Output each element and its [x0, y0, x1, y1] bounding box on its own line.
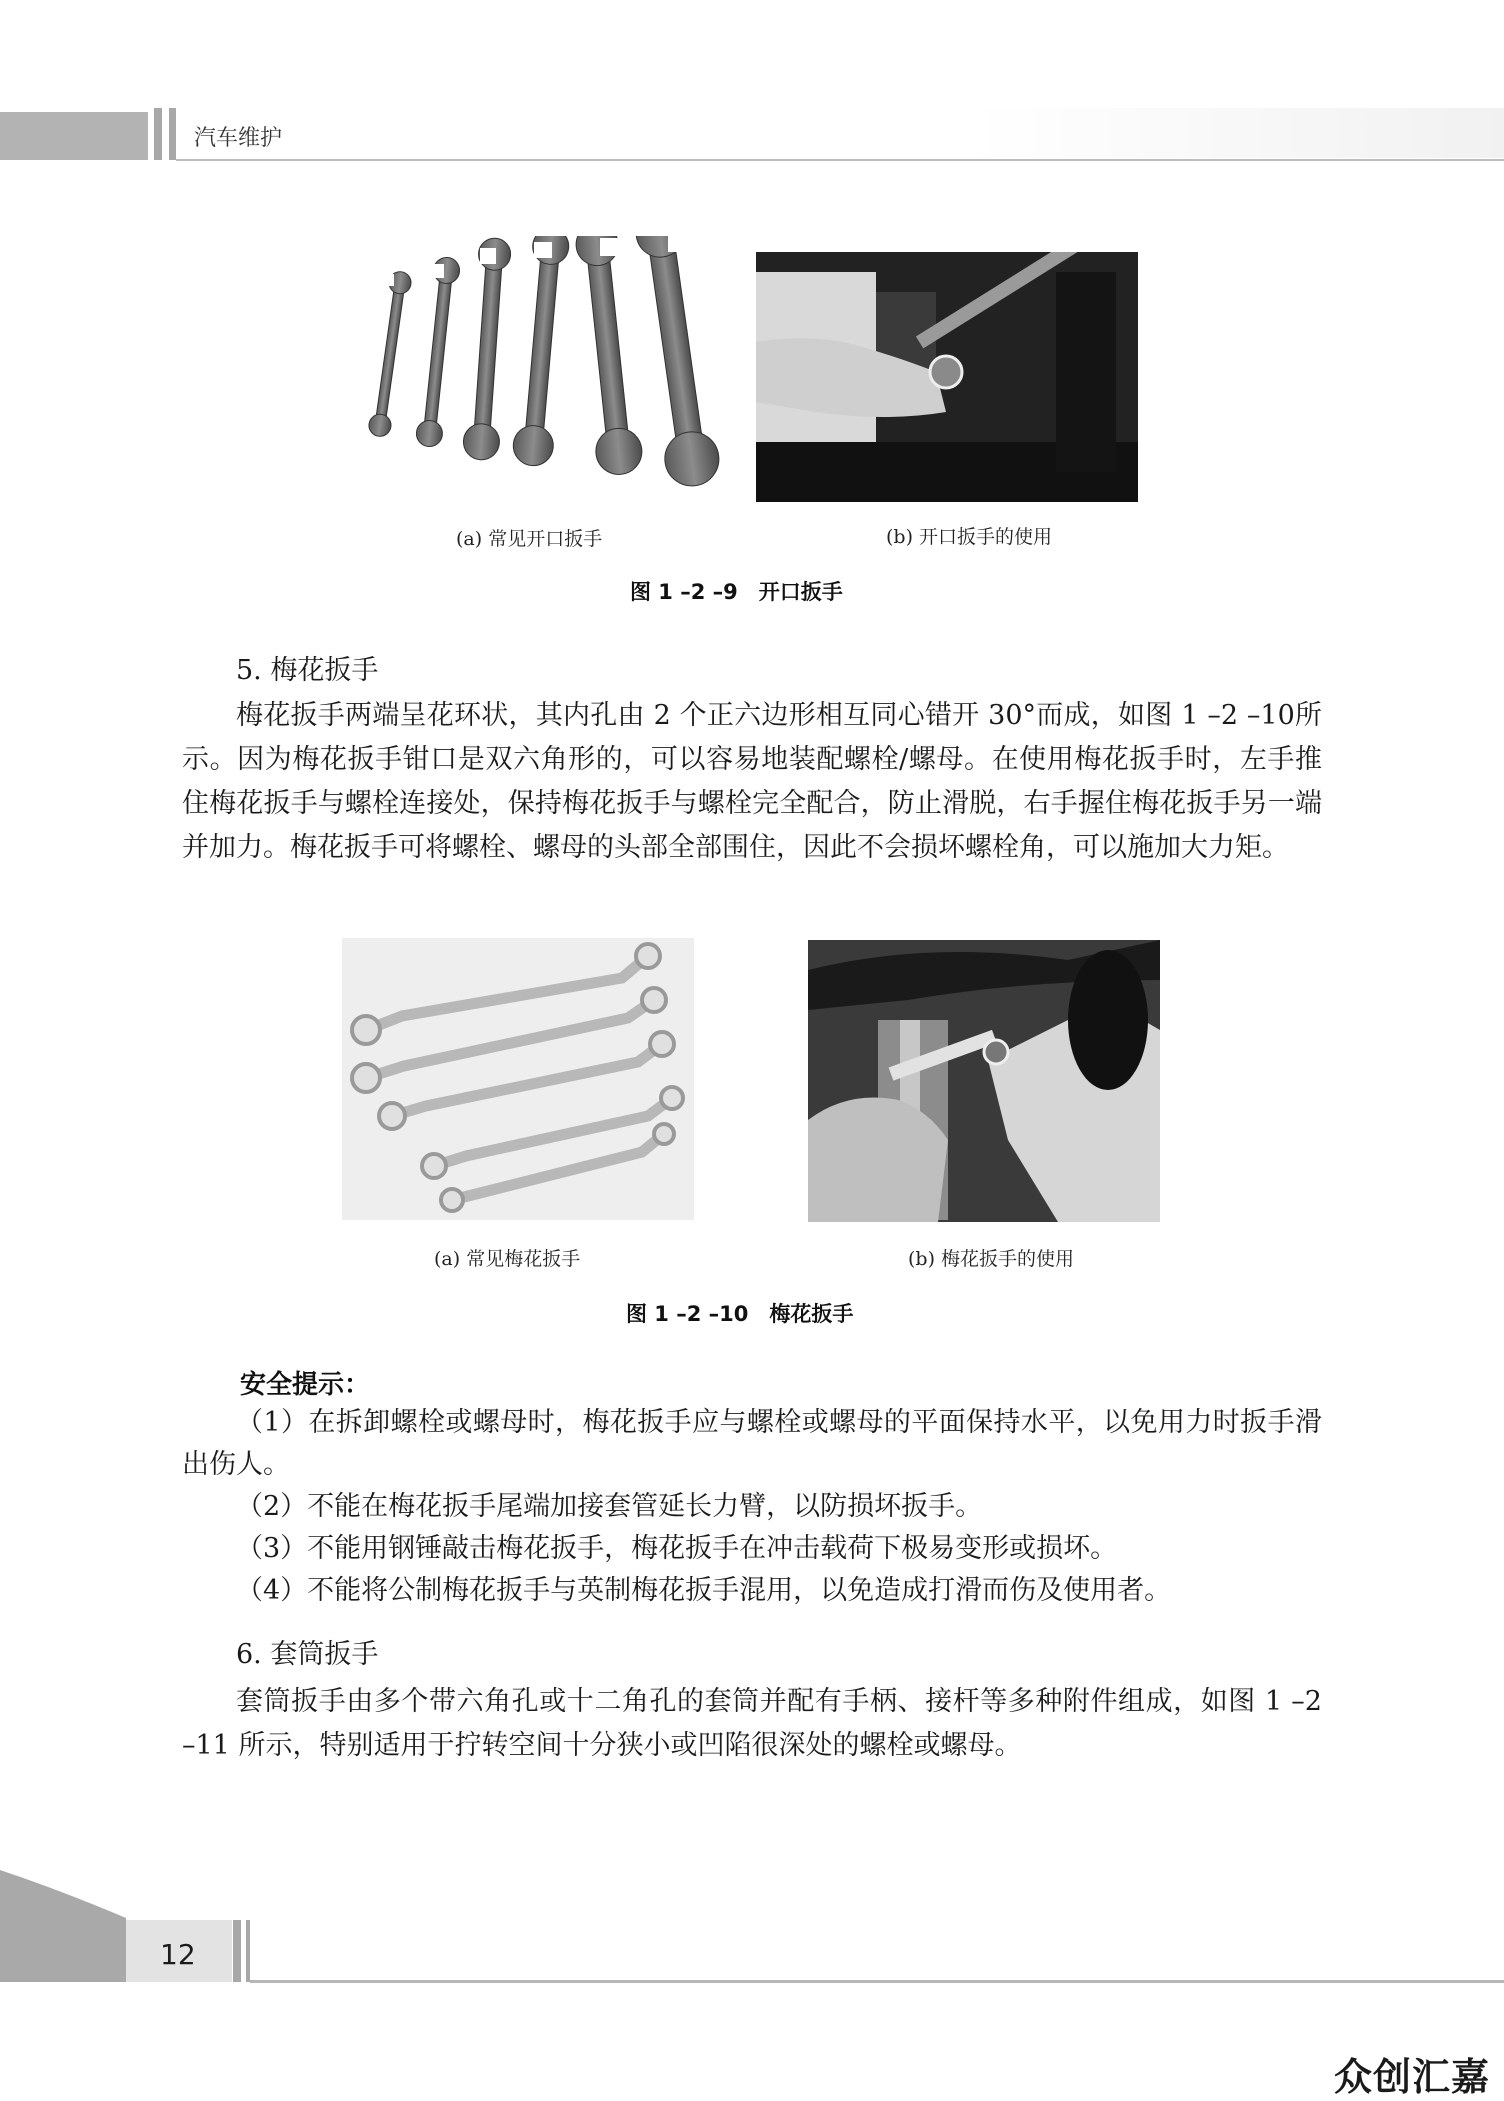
- box-end-wrench-usage-photo: [808, 940, 1160, 1222]
- header-block: [0, 112, 148, 160]
- figure-caption-b: (b) 梅花扳手的使用: [908, 1248, 1075, 1270]
- figure-caption-a: (a) 常见梅花扳手: [434, 1248, 581, 1270]
- header-bar: [154, 108, 162, 160]
- figure-title: 图 1 –2 –9 开口扳手: [630, 580, 843, 604]
- open-end-wrench-usage-photo: [756, 252, 1138, 502]
- safety-heading: 安全提示：: [240, 1370, 371, 1400]
- watermark: 众创汇嘉: [1333, 2055, 1490, 2099]
- figure-caption-a: (a) 常见开口扳手: [456, 528, 603, 550]
- section-paragraph: [182, 694, 1322, 870]
- safety-list: [182, 1402, 1322, 1612]
- header-title: 汽车维护: [194, 126, 283, 151]
- paragraph-text: 套筒扳手由多个带六角孔或十二角孔的套筒并配有手柄、接杆等多种附件组成，如图 1 –2 –11 所示，特别适用于拧转空间十分狭小或凹陷很深处的螺栓或螺母。: [182, 1686, 1322, 1761]
- header-rule: [176, 159, 1504, 161]
- section-paragraph: [182, 1680, 1322, 1768]
- paragraph-text: 梅花扳手两端呈花环状，其内孔由 2 个正六边形相互同心错开 30°而成，如图 1 –2 –10所示。因为梅花扳手钳口是双六角形的，可以容易地装配螺栓/螺母。在使用梅花扳手时，左手推住梅花扳手与螺栓连接处，保持梅花扳手与螺栓完全配合，防止滑脱，右手握住梅花扳手另一端并加力。梅花扳手可将螺栓、螺母的头部全部围住，因此不会损坏螺栓角，可以施加大力矩。: [182, 700, 1322, 863]
- safety-item: （2）不能在梅花扳手尾端加接套管延长力臂，以防损坏扳手。: [236, 1491, 983, 1522]
- header-band: [176, 108, 1504, 158]
- safety-item: （4）不能将公制梅花扳手与英制梅花扳手混用，以免造成打滑而伤及使用者。: [236, 1575, 1172, 1606]
- footer-block: [0, 1870, 232, 1982]
- figure-title: 图 1 –2 –10 梅花扳手: [626, 1302, 854, 1326]
- box-end-wrench-set-image: [342, 938, 694, 1220]
- section-heading: 5. 梅花扳手: [236, 655, 379, 686]
- open-end-wrench-set-image: [356, 236, 724, 498]
- safety-item: （3）不能用钢锤敲击梅花扳手，梅花扳手在冲击载荷下极易变形或损坏。: [236, 1533, 1118, 1564]
- footer-bar: [233, 1920, 241, 1982]
- header-bar: [169, 108, 176, 160]
- figure-caption-b: (b) 开口扳手的使用: [886, 526, 1053, 548]
- footer-rule: [250, 1980, 1504, 1983]
- section-heading: 6. 套筒扳手: [236, 1639, 379, 1670]
- safety-item: （1）在拆卸螺栓或螺母时，梅花扳手应与螺栓或螺母的平面保持水平，以免用力时扳手滑出伤人。: [182, 1407, 1322, 1480]
- page-number: 12: [160, 1938, 196, 1971]
- footer-bar: [246, 1920, 250, 1982]
